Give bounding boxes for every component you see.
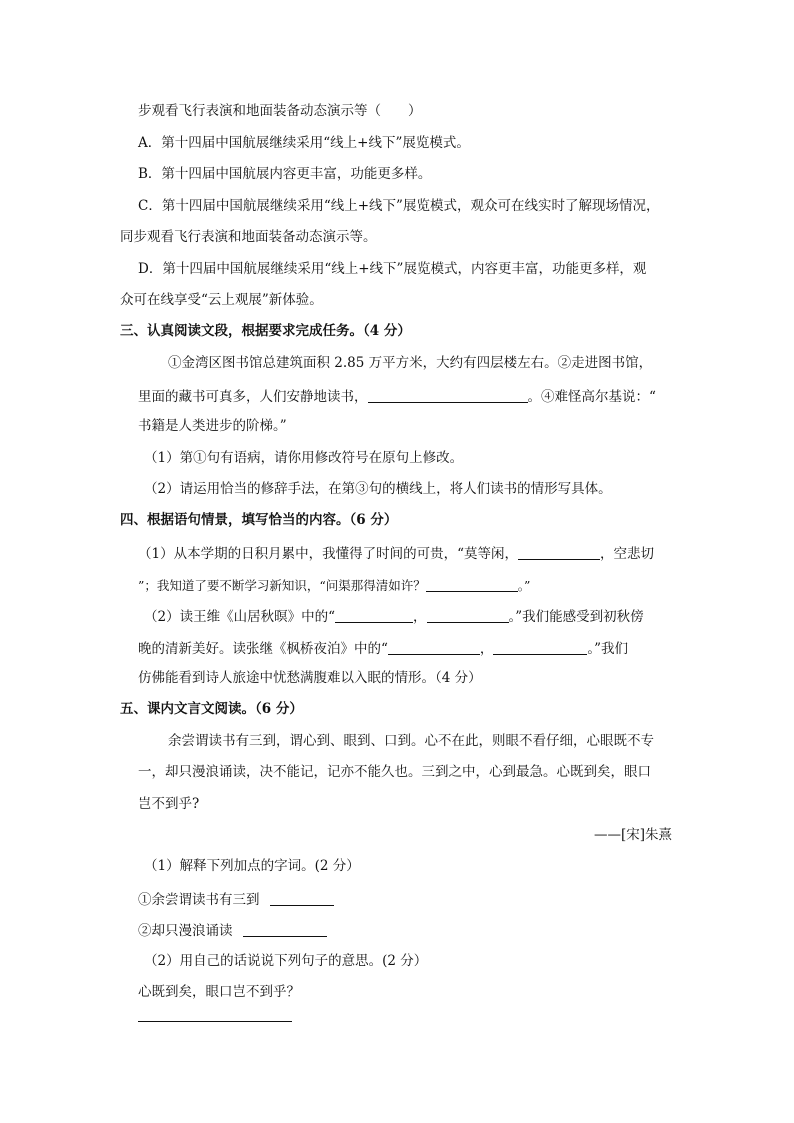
section4-q1-text: （1）从本学期的日积月累中，我懂得了时间的可贵，“莫等闲， (138, 546, 518, 562)
answer-blank[interactable] (427, 609, 509, 623)
section3-para-line1: ①金湾区图书馆总建筑面积 2.85 万平方米，大约有四层楼左右。②走进图书馆， (168, 355, 653, 371)
answer-blank[interactable] (493, 641, 587, 655)
section4-q2-line2 (138, 641, 628, 657)
section4-q1-text: 。” (517, 578, 531, 593)
section4-q2-text: ， (479, 641, 494, 657)
answer-blank[interactable] (270, 892, 334, 906)
section3-para-line3: 书籍是人类进步的阶梯。” (138, 418, 287, 434)
option-c-line1: C．第十四届中国航展继续采用“线上+线下”展览模式，观众可在线实时了解现场情况， (138, 198, 660, 214)
section4-q2-line3: 仿佛能看到诗人旅途中忧愁满腹难以入眠的情形。（4 分） (138, 670, 482, 686)
section3-question-1: （1）第①句有语病，请你用修改符号在原句上修改。 (144, 450, 464, 466)
section5-q2-sentence: 心既到矣，眼口岂不到乎？ (138, 984, 300, 1000)
classical-text-line1: 余尝谓读书有三到，谓心到、眼到、口到。心不在此，则眼不看仔细，心眼既不专 (168, 733, 654, 749)
section4-q1-text: ”；我知道了要不断学习新知识，“问渠那得清如许？ (138, 578, 426, 593)
section4-q2-text: ， (413, 609, 427, 625)
answer-blank[interactable] (243, 923, 327, 937)
answer-blank[interactable] (335, 609, 413, 623)
classical-text-line3: 岂不到乎? (138, 796, 200, 812)
option-d-line1: D．第十四届中国航展继续采用“线上+线下”展览模式，内容更丰富，功能更多样，观 (138, 261, 647, 277)
answer-blank[interactable] (426, 578, 518, 592)
section4-q1-line2 (138, 578, 530, 593)
section5-q1-item1 (138, 892, 334, 908)
option-a: A．第十四届中国航展继续采用“线上+线下”展览模式。 (138, 135, 470, 151)
section3-para-line2-end: 。④难怪高尔基说：“ (527, 389, 656, 405)
section4-q2-text: 。”我们 (587, 641, 629, 657)
section5-question-1: （1）解释下列加点的字词。(2 分） (144, 858, 360, 874)
answer-blank[interactable] (388, 641, 480, 655)
section5-q1-item-text: ②却只漫浪诵读 (138, 923, 233, 939)
section4-heading: 四、根据语句情景，填写恰当的内容。（6 分） (120, 512, 398, 528)
section4-q1-line1 (138, 546, 654, 562)
option-b: B．第十四届中国航展内容更丰富，功能更多样。 (138, 166, 432, 182)
section4-q2-text: 晚的清新美好。读张继《枫桥夜泊》中的“ (138, 641, 388, 657)
answer-blank[interactable] (518, 546, 600, 560)
question-stem-tail: 步观看飞行表演和地面装备动态演示等（ ） (138, 103, 422, 119)
option-d-line2: 众可在线享受“云上观展”新体验。 (120, 292, 323, 308)
section4-q1-text: ，空悲切 (600, 546, 654, 562)
option-c-line2: 同步观看飞行表演和地面装备动态演示等。 (120, 229, 377, 245)
section5-q1-item2 (138, 923, 327, 939)
section5-question-2: （2）用自己的话说说下列句子的意思。(2 分） (144, 953, 428, 969)
section5-heading: 五、课内文言文阅读。（6 分） (120, 701, 303, 717)
classical-text-author: ——[宋]朱熹 (593, 827, 672, 843)
section3-para-line2 (138, 389, 656, 405)
answer-blank[interactable] (368, 389, 528, 403)
section4-q2-line1 (144, 609, 644, 625)
classical-text-line2: 一，却只漫浪诵读，决不能记，记亦不能久也。三到之中，心到最急。心既到矣，眼口 (138, 764, 651, 780)
section4-q2-text: （2）读王维《山居秋暝》中的“ (144, 609, 335, 625)
section4-q2-text: 。”我们能感受到初秋傍 (508, 609, 644, 625)
section5-q1-item-text: ①余尝谓读书有三到 (138, 892, 260, 908)
section3-heading: 三、认真阅读文段，根据要求完成任务。（4 分） (120, 323, 411, 339)
section3-question-2: （2）请运用恰当的修辞手法，在第③句的横线上，将人们读书的情形写具体。 (144, 481, 612, 497)
answer-line[interactable] (138, 1021, 292, 1022)
section3-para-line2-start: 里面的藏书可真多，人们安静地读书， (138, 389, 368, 405)
